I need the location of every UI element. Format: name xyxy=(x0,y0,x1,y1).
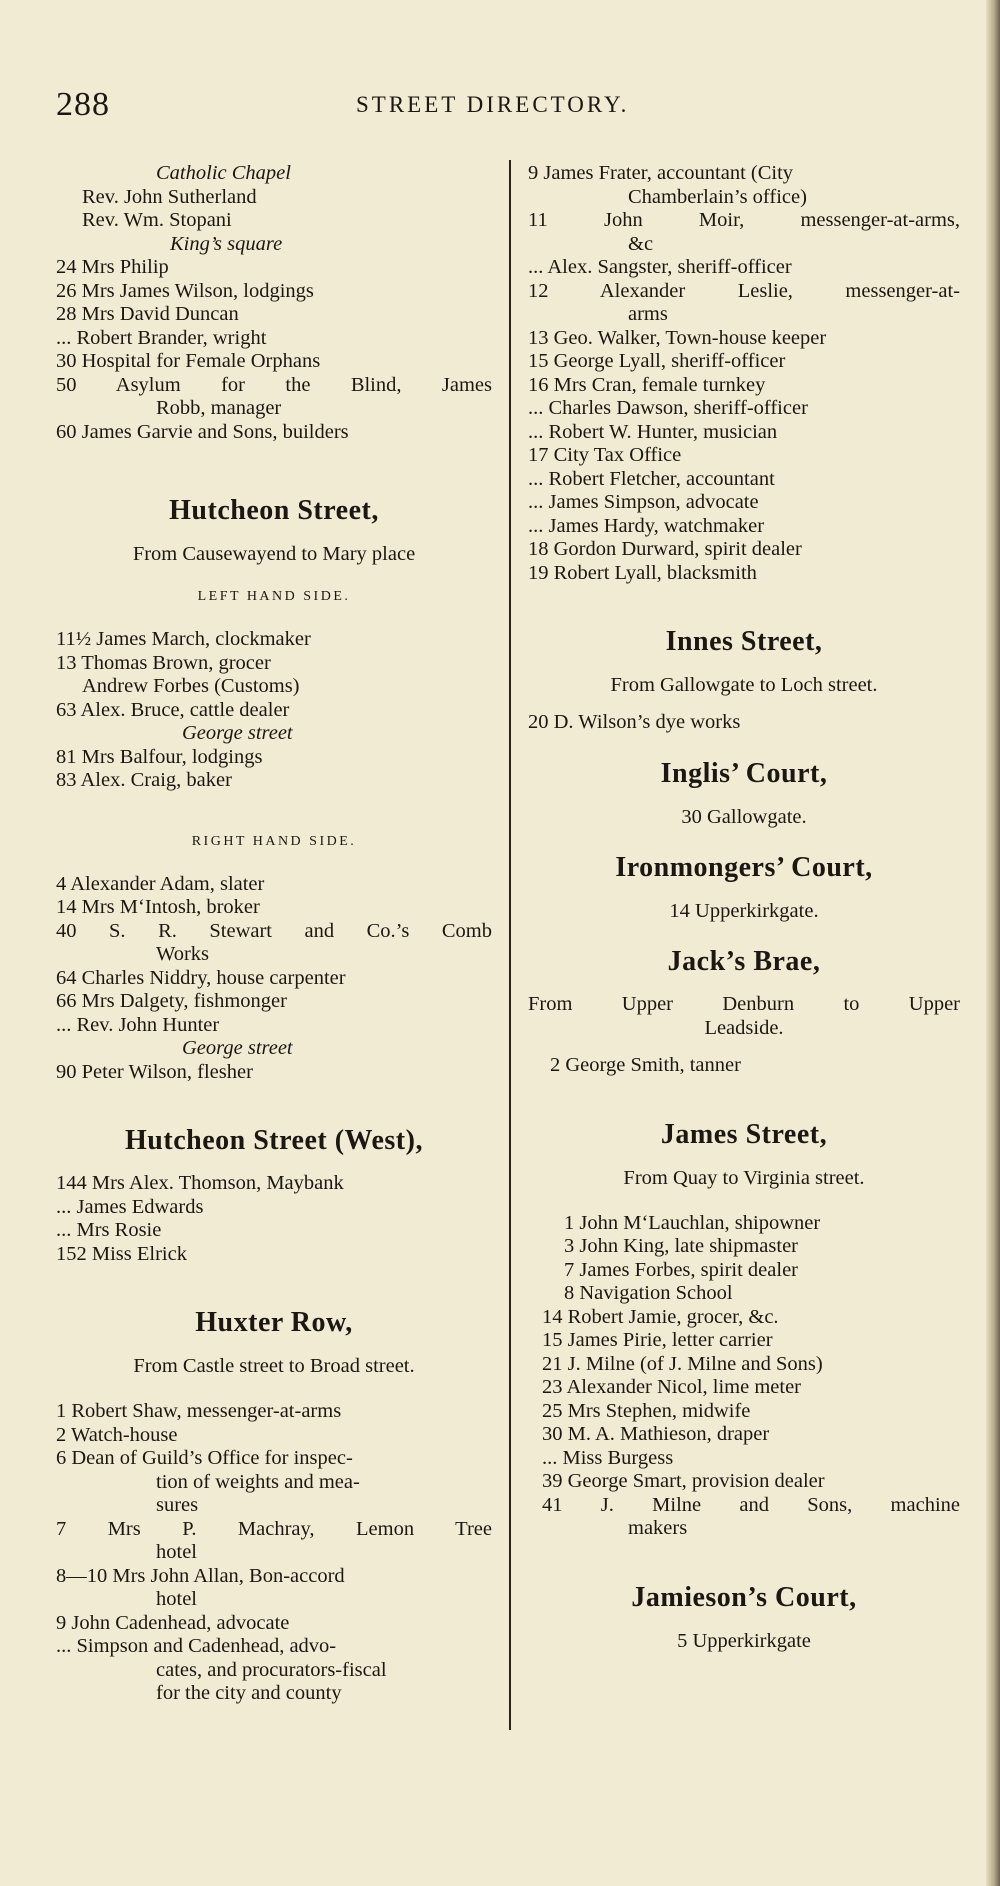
directory-entry-continued: for the city and county xyxy=(156,1682,342,1704)
directory-entry: 90 Peter Wilson, flesher xyxy=(56,1060,253,1083)
directory-entry: ... Mrs Rosie xyxy=(56,1219,162,1241)
directory-entry: 144 Mrs Alex. Thomson, Maybank xyxy=(56,1172,344,1194)
directory-entry: 63 Alex. Bruce, cattle dealer xyxy=(56,698,290,721)
directory-entry: 28 Mrs David Duncan xyxy=(56,303,239,325)
directory-entry: ... James Simpson, advocate xyxy=(528,491,759,513)
directory-entry: 14 Robert Jamie, grocer, &c. xyxy=(542,1305,779,1328)
directory-entry: ... Alex. Sangster, sheriff-officer xyxy=(528,256,792,278)
directory-entry: 18 Gordon Durward, spirit dealer xyxy=(528,538,802,560)
directory-entry: 66 Mrs Dalgety, fishmonger xyxy=(56,990,287,1012)
directory-entry: ... Robert Brander, wright xyxy=(56,326,267,349)
directory-entry: 12 Alexander Leslie, messenger-at- xyxy=(528,279,960,302)
directory-entry: 39 George Smart, provision dealer xyxy=(542,1470,825,1492)
directory-entry: 15 James Pirie, letter carrier xyxy=(542,1329,773,1351)
street-route: From Castle street to Broad street. xyxy=(133,1355,415,1377)
street-route: From Causewayend to Mary place xyxy=(132,543,416,565)
directory-entry: 30 Hospital for Female Orphans xyxy=(56,350,321,372)
left-column xyxy=(56,162,492,1706)
directory-entry: 16 Mrs Cran, female turnkey xyxy=(528,373,766,396)
directory-entry: 15 George Lyall, sheriff-officer xyxy=(528,350,786,372)
directory-entry: 3 John King, late shipmaster xyxy=(564,1235,799,1257)
directory-entry-continued: hotel xyxy=(156,1588,197,1610)
directory-entry: ... James Hardy, watchmaker xyxy=(528,514,765,537)
directory-entry-continued: tion of weights and mea- xyxy=(156,1470,360,1493)
directory-entry: 21 J. Milne (of J. Milne and Sons) xyxy=(542,1352,823,1375)
directory-entry: ... Rev. John Hunter xyxy=(56,1013,220,1036)
street-route: From Upper Denburn to Upper xyxy=(528,992,960,1015)
directory-entry: 7 Mrs P. Machray, Lemon Tree xyxy=(56,1517,492,1540)
cross-street-label: George street xyxy=(182,722,293,744)
directory-entry: Rev. John Sutherland xyxy=(82,185,257,208)
directory-entry: 8 Navigation School xyxy=(564,1282,733,1304)
directory-entry: 19 Robert Lyall, blacksmith xyxy=(528,561,757,584)
street-route-continued: Leadside. xyxy=(704,1017,784,1039)
directory-entry: 6 Dean of Guild’s Office for inspec- xyxy=(56,1447,353,1469)
directory-entry: 14 Mrs M‘Intosh, broker xyxy=(56,896,260,918)
directory-entry: 2 Watch-house xyxy=(56,1423,178,1446)
directory-entry: 40 S. R. Stewart and Co.’s Comb xyxy=(56,919,492,942)
directory-entry-continued: arms xyxy=(628,303,668,325)
street-heading: Ironmongers’ Court, xyxy=(615,851,873,883)
directory-entry: 9 James Frater, accountant (City xyxy=(528,162,794,184)
page-header xyxy=(0,86,1000,126)
directory-entry-continued: hotel xyxy=(156,1541,197,1563)
directory-entry: ... Robert Fletcher, accountant xyxy=(528,467,775,490)
directory-entry: 30 M. A. Mathieson, draper xyxy=(542,1423,770,1445)
directory-entry: 4 Alexander Adam, slater xyxy=(56,872,265,895)
page-number: 288 xyxy=(56,86,110,123)
directory-entry: ... Simpson and Cadenhead, advo- xyxy=(56,1635,337,1657)
running-head: STREET DIRECTORY. xyxy=(356,92,630,117)
directory-entry-continued: Works xyxy=(156,943,210,965)
directory-entry-continued: cates, and procurators-fiscal xyxy=(156,1658,387,1681)
directory-entry: 25 Mrs Stephen, midwife xyxy=(542,1399,751,1422)
street-heading: James Street, xyxy=(660,1118,828,1150)
directory-entry: 83 Alex. Craig, baker xyxy=(56,769,232,791)
directory-entry: 64 Charles Niddry, house carpenter xyxy=(56,966,346,989)
directory-entry: 24 Mrs Philip xyxy=(56,256,169,278)
street-heading: Inglis’ Court, xyxy=(660,757,828,789)
directory-entry: 23 Alexander Nicol, lime meter xyxy=(542,1376,802,1398)
directory-entry: ... Robert W. Hunter, musician xyxy=(528,420,778,443)
directory-entry: 50 Asylum for the Blind, James xyxy=(56,373,492,396)
directory-entry: 13 Thomas Brown, grocer xyxy=(56,651,271,674)
column-divider xyxy=(509,160,511,1730)
directory-entry: 1 John M‘Lauchlan, shipowner xyxy=(564,1211,821,1234)
right-column xyxy=(528,162,960,1653)
directory-entry: ... Miss Burgess xyxy=(542,1446,674,1469)
street-heading: Jamieson’s Court, xyxy=(631,1581,857,1613)
directory-entry: 11½ James March, clockmaker xyxy=(56,628,311,650)
directory-entry: 2 George Smith, tanner xyxy=(550,1054,741,1076)
section-subheading: Catholic Chapel xyxy=(156,162,291,184)
street-heading: Hutcheon Street (West), xyxy=(125,1125,423,1156)
directory-entry: 1 Robert Shaw, messenger-at-arms xyxy=(56,1400,342,1422)
directory-entry: 41 J. Milne and Sons, machine xyxy=(542,1493,960,1516)
directory-entry-continued: sures xyxy=(156,1494,199,1516)
directory-entry: 8—10 Mrs John Allan, Bon-accord xyxy=(56,1564,345,1587)
street-heading: Innes Street, xyxy=(665,626,823,657)
directory-entry: Andrew Forbes (Customs) xyxy=(82,675,300,697)
directory-entry: 60 James Garvie and Sons, builders xyxy=(56,420,349,443)
street-heading: Jack’s Brae, xyxy=(667,945,821,977)
directory-entry: 11 John Moir, messenger-at-arms, xyxy=(528,209,960,231)
directory-entry: ... Charles Dawson, sheriff-officer xyxy=(528,397,808,419)
directory-entry: 17 City Tax Office xyxy=(528,444,682,466)
directory-entry: ... James Edwards xyxy=(56,1195,204,1218)
cross-street-label: George street xyxy=(182,1037,293,1059)
street-heading: Huxter Row, xyxy=(195,1307,353,1338)
street-heading: Hutcheon Street, xyxy=(169,495,379,526)
directory-entry: Rev. Wm. Stopani xyxy=(82,209,232,231)
directory-entry: 9 John Cadenhead, advocate xyxy=(56,1611,290,1634)
cross-street-label: King’s square xyxy=(170,232,283,255)
directory-entry-continued: &c xyxy=(628,232,654,255)
street-route: From Quay to Virginia street. xyxy=(623,1166,865,1189)
directory-entry: 20 D. Wilson’s dye works xyxy=(528,711,741,733)
side-heading: RIGHT HAND SIDE. xyxy=(191,833,357,849)
directory-entry-continued: Robb, manager xyxy=(156,397,282,419)
directory-entry: 152 Miss Elrick xyxy=(56,1242,187,1265)
street-address: 14 Upperkirkgate. xyxy=(669,899,819,922)
street-address: 5 Upperkirkgate xyxy=(677,1629,811,1652)
directory-entry: 7 James Forbes, spirit dealer xyxy=(564,1258,798,1281)
directory-entry-continued: Chamberlain’s office) xyxy=(628,185,807,208)
page-edge xyxy=(986,0,1000,1886)
directory-entry: 81 Mrs Balfour, lodgings xyxy=(56,745,263,768)
directory-entry: 13 Geo. Walker, Town-house keeper xyxy=(528,326,827,349)
street-route: From Gallowgate to Loch street. xyxy=(610,674,878,696)
street-address: 30 Gallowgate. xyxy=(681,805,807,828)
directory-entry-continued: makers xyxy=(628,1517,688,1539)
side-heading: LEFT HAND SIDE. xyxy=(197,589,351,604)
directory-entry: 26 Mrs James Wilson, lodgings xyxy=(56,279,314,302)
